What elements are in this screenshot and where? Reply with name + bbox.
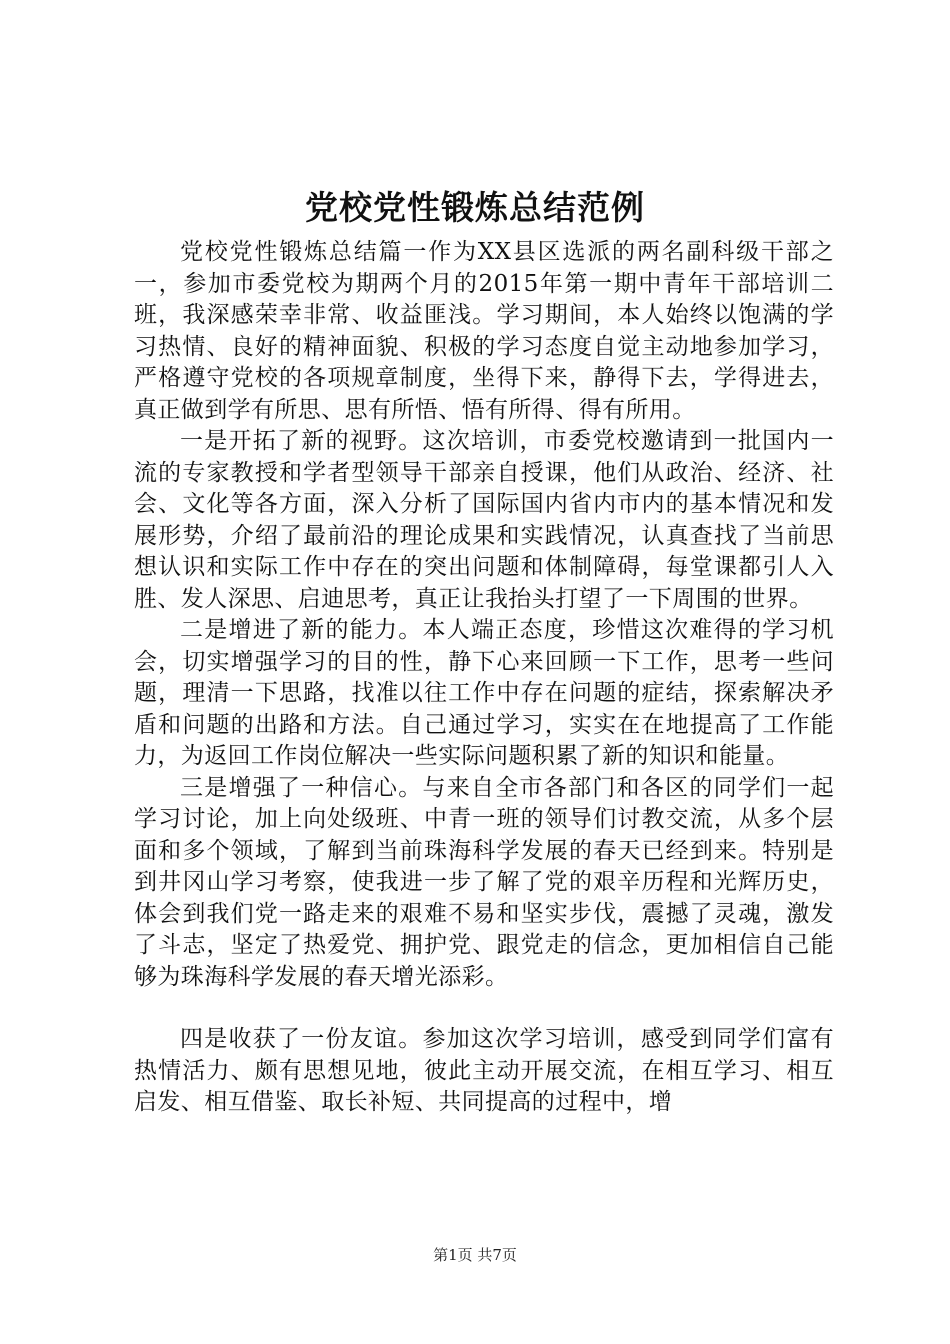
page-number-footer: 第1页 共7页 <box>433 1246 517 1264</box>
document-title: 党校党性锻炼总结范例 <box>305 188 645 227</box>
paragraph-point-three: 三是增强了一种信心。与来自全市各部门和各区的同学们一起学习讨论，加上向处级班、中青一班的领导们讨教交流，从多个层面和多个领域，了解到当前珠海科学发展的春天已经到来。特别是到井冈山学习考察，使我进一步了解了党的艰辛历程和光辉历史，体会到我们党一路走来的艰难不易和坚实步伐，震撼了灵魂，激发了斗志，坚定了热爱党、拥护党、跟党走的信念，更加相信自己能够为珠海科学发展的春天增光添彩。 <box>134 774 834 990</box>
paragraph-point-one: 一是开拓了新的视野。这次培训，市委党校邀请到一批国内一流的专家教授和学者型领导干部亲自授课，他们从政治、经济、社会、文化等各方面，深入分析了国际国内省内市内的基本情况和发展形势，介绍了最前沿的理论成果和实践情况，认真查找了当前思想认识和实际工作中存在的突出问题和体制障碍，每堂课都引人入胜、发人深思、启迪思考，真正让我抬头打望了一下周围的世界。 <box>134 428 834 612</box>
document-body <box>134 237 834 1119</box>
paragraph-intro: 党校党性锻炼总结篇一作为XX县区选派的两名副科级干部之一，参加市委党校为期两个月的2015年第一期中青年干部培训二班，我深感荣幸非常、收益匪浅。学习期间，本人始终以饱满的学习热情、良好的精神面貌、积极的学习态度自觉主动地参加学习，严格遵守党校的各项规章制度，坐得下来，静得下去，学得进去，真正做到学有所思、思有所悟、悟有所得、得有所用。 <box>134 239 834 423</box>
paragraph-point-two: 二是增进了新的能力。本人端正态度，珍惜这次难得的学习机会，切实增强学习的目的性，静下心来回顾一下工作，思考一些问题，理清一下思路，找准以往工作中存在问题的症结，探索解决矛盾和问题的出路和方法。自己通过学习，实实在在地提高了工作能力，为返回工作岗位解决一些实际问题积累了新的知识和能量。 <box>134 617 834 769</box>
paragraph-point-four: 四是收获了一份友谊。参加这次学习培训，感受到同学们富有热情活力、颇有思想见地，彼此主动开展交流，在相互学习、相互启发、相互借鉴、取长补短、共同提高的过程中，增 <box>134 1026 834 1115</box>
